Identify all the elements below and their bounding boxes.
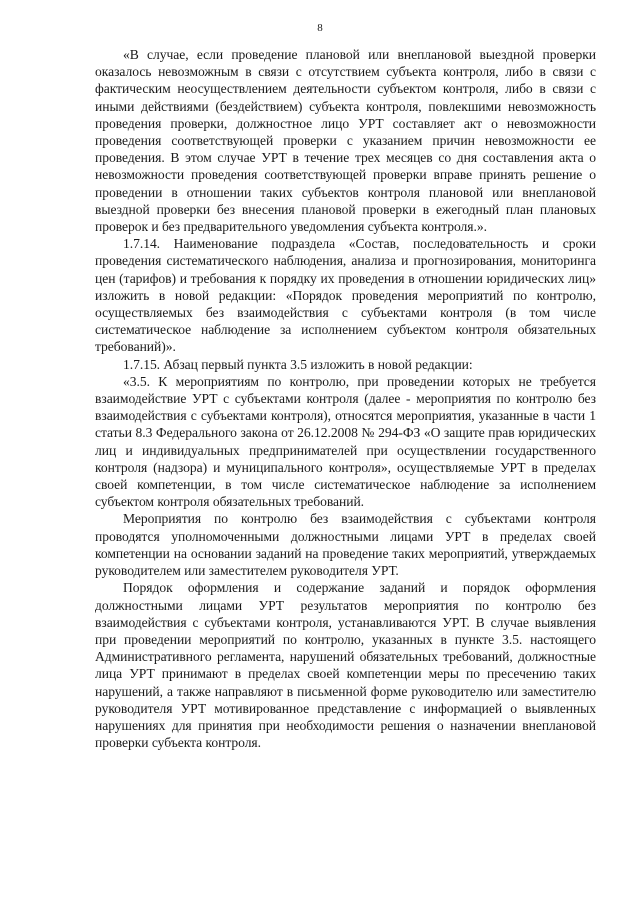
- paragraph-tasks-procedure: Порядок оформления и содержание заданий и порядок оформления должностными лицами УРТ результатов мероприятия по контролю без взаимодействия с субъектами контроля, устанавливаются УРТ. В случае выявления при проведении мероприятий по контролю, указанных в пункте 3.5. настоящего Административного регламента, нарушений обязательных требований, должностные лица УРТ принимают в пределах своей компетенции меры по пресечению таких нарушений, а также направляют в письменной форме руководителю или заместителю руководителя УРТ мотивированное представление с информацией о выявленных нарушениях для принятия при необходимости решения о назначении внеплановой проверки субъекта контроля.: [95, 580, 596, 751]
- page-number: 8: [317, 22, 323, 34]
- paragraph-control-measures: Мероприятия по контролю без взаимодействия с субъектами контроля проводятся уполномоченными должностными лицами УРТ в пределах своей компетенции на основании заданий на проведение таких мероприятий, утверждаемых руководителем или заместителем руководителя УРТ.: [95, 511, 596, 579]
- document-body: [95, 46, 596, 751]
- paragraph-3-5: «3.5. К мероприятиям по контролю, при проведении которых не требуется взаимодействие УРТ с субъектами контроля (далее - мероприятия по контролю без взаимодействия с субъектами контроля), относятся мероприятия, указанные в части 1 статьи 8.3 Федерального закона от 26.12.2008 № 294-ФЗ «О защите прав юридических лиц и индивидуальных предпринимателей при осуществлении государственного контроля (надзора) и муниципального контроля», осуществляемые УРТ в пределах своей компетенции, в том числе систематическое наблюдение за исполнением субъектом контроля обязательных требований.: [95, 373, 596, 510]
- paragraph-inspection-impossible: «В случае, если проведение плановой или внеплановой выездной проверки оказалось невозможным в связи с отсутствием субъекта контроля, либо в связи с фактическим неосуществлением деятельности субъектом контроля, либо в связи с иными действиями (бездействием) субъекта контроля, повлекшими невозможность проведения проверки, должностное лицо УРТ составляет акт о невозможности проведения соответствующей проверки с указанием причин невозможности ее проведения. В этом случае УРТ в течение трех месяцев со дня составления акта о невозможности проведения соответствующей проверки вправе принять решение о проведении в отношении таких субъектов контроля плановой или внеплановой выездной проверки без внесения плановой проверки в ежегодный план плановых проверок и без предварительного уведомления субъекта контроля.».: [95, 47, 596, 235]
- paragraph-1-7-15: 1.7.15. Абзац первый пункта 3.5 изложить в новой редакции:: [123, 356, 473, 372]
- paragraph-1-7-14: 1.7.14. Наименование подраздела «Состав, последовательность и сроки проведения систематического наблюдения, анализа и прогнозирования, мониторинга цен (тарифов) и требования к порядку их проведения в отношении юридических лиц» изложить в новой редакции: «Порядок проведения мероприятий по контролю, осуществляемых без взаимодействия с субъектами контроля (в том числе систематическое наблюдение за исполнением субъектом контроля обязательных требований)».: [95, 236, 596, 355]
